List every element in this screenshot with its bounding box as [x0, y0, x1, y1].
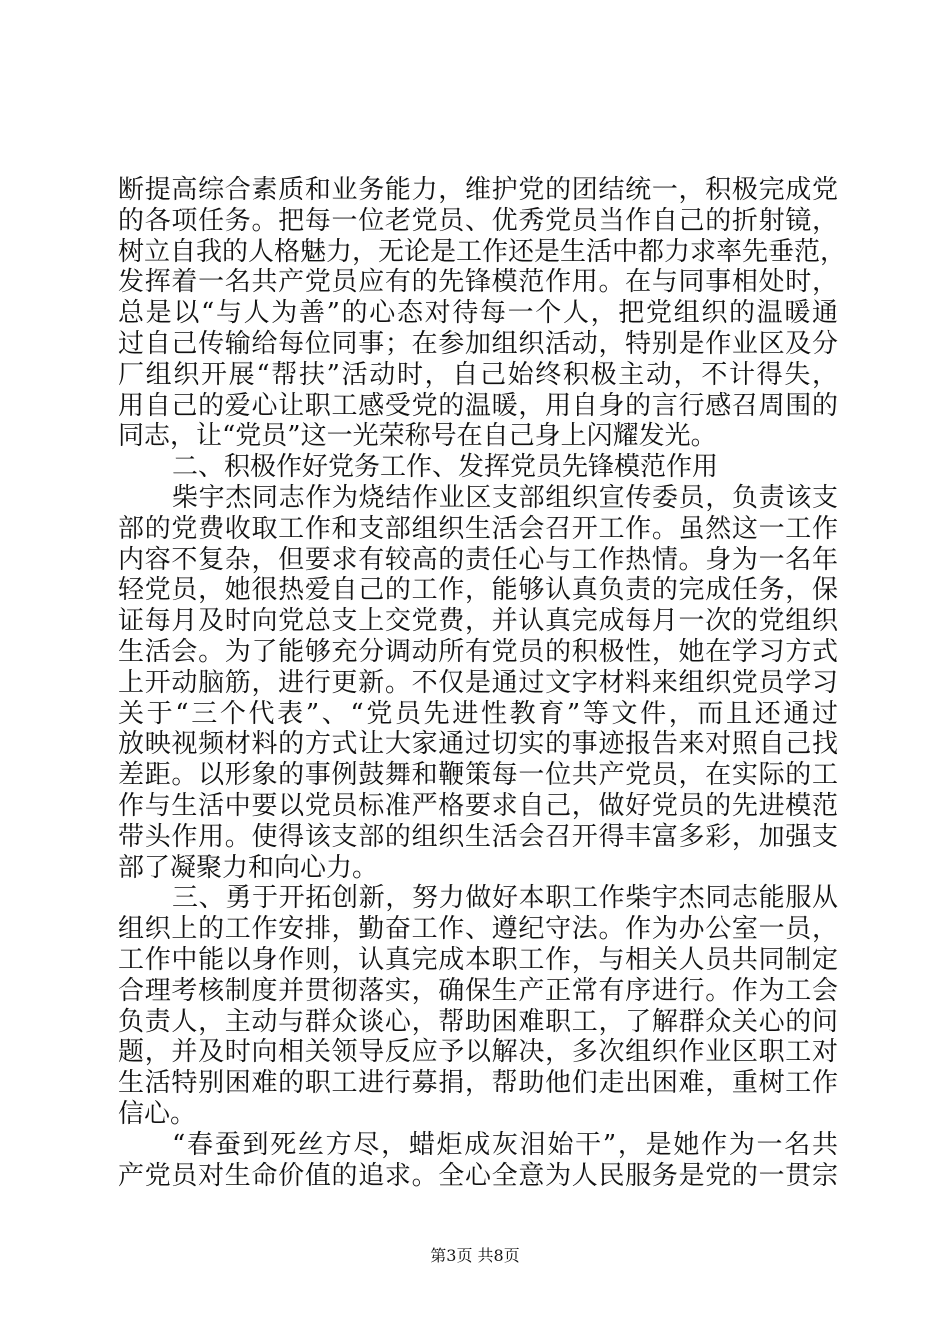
text-line: 过自己传输给每位同事；在参加组织活动，特别是作业区及分	[118, 328, 838, 359]
text-line: 生活特别困难的职工进行募捐，帮助他们走出困难，重树工作	[118, 1068, 838, 1099]
page-footer	[0, 1243, 950, 1266]
text-line: 关于“三个代表”、“党员先进性教育”等文件，而且还通过	[118, 698, 838, 729]
text-line: 树立自我的人格魅力，无论是工作还是生活中都力求率先垂范，	[118, 236, 847, 267]
text-line: 发挥着一名共产党员应有的先锋模范作用。在与同事相处时，	[118, 267, 838, 298]
text-line: 作与生活中要以党员标准严格要求自己，做好党员的先进模范	[118, 790, 838, 821]
text-line: 差距。以形象的事例鼓舞和鞭策每一位共产党员，在实际的工	[118, 760, 838, 791]
text-line: 带头作用。使得该支部的组织生活会召开得丰富多彩，加强支	[118, 821, 838, 852]
text-line: 总是以“与人为善”的心态对待每一个人，把党组织的温暖通	[118, 298, 838, 329]
text-line: 合理考核制度并贯彻落实，确保生产正常有序进行。作为工会	[118, 975, 838, 1006]
text-line: 部了凝聚力和向心力。	[118, 852, 379, 883]
text-line: 同志，让“党员”这一光荣称号在自己身上闪耀发光。	[118, 421, 717, 452]
text-line: 产党员对生命价值的追求。全心全意为人民服务是党的一贯宗	[118, 1160, 838, 1191]
body-text	[118, 175, 847, 1191]
section-heading: 三、勇于开拓创新，努力做好本职工作柴宇杰同志能服从	[172, 883, 838, 914]
text-line: 题，并及时向相关领导反应予以解决，多次组织作业区职工对	[118, 1037, 838, 1068]
text-line: 断提高综合素质和业务能力，维护党的团结统一，积极完成党	[118, 175, 838, 205]
text-line: 工作中能以身作则，认真完成本职工作，与相关人员共同制定	[118, 944, 838, 975]
text-line: “春蚕到死丝方尽，蜡炬成灰泪始干”，是她作为一名共	[172, 1129, 838, 1160]
section-heading: 二、积极作好党务工作、发挥党员先锋模范作用	[172, 452, 719, 483]
text-line: 负责人，主动与群众谈心，帮助困难职工，了解群众关心的问	[118, 1006, 838, 1037]
page-number: 第3页 共8页	[430, 1246, 520, 1265]
text-line: 内容不复杂，但要求有较高的责任心与工作热情。身为一名年	[118, 544, 838, 575]
text-line: 轻党员，她很热爱自己的工作，能够认真负责的完成任务，保	[118, 575, 838, 606]
text-line: 厂组织开展“帮扶”活动时，自己始终积极主动，不计得失，	[118, 359, 838, 390]
text-line: 用自己的爱心让职工感受党的温暖，用自身的言行感召周围的	[118, 390, 838, 421]
text-line: 的各项任务。把每一位老党员、优秀党员当作自己的折射镜，	[118, 205, 838, 236]
text-line: 部的党费收取工作和支部组织生活会召开工作。虽然这一工作	[118, 513, 838, 544]
text-line: 柴宇杰同志作为烧结作业区支部组织宣传委员，负责该支	[172, 482, 838, 513]
text-line: 证每月及时向党总支上交党费，并认真完成每月一次的党组织	[118, 606, 838, 637]
text-line: 放映视频材料的方式让大家通过切实的事迹报告来对照自己找	[118, 729, 838, 760]
text-line: 信心。	[118, 1098, 197, 1129]
text-line: 组织上的工作安排，勤奋工作、遵纪守法。作为办公室一员，	[118, 914, 838, 945]
text-line: 上开动脑筋，进行更新。不仅是通过文字材料来组织党员学习	[118, 667, 838, 698]
text-line: 生活会。为了能够充分调动所有党员的积极性，她在学习方式	[118, 636, 838, 667]
